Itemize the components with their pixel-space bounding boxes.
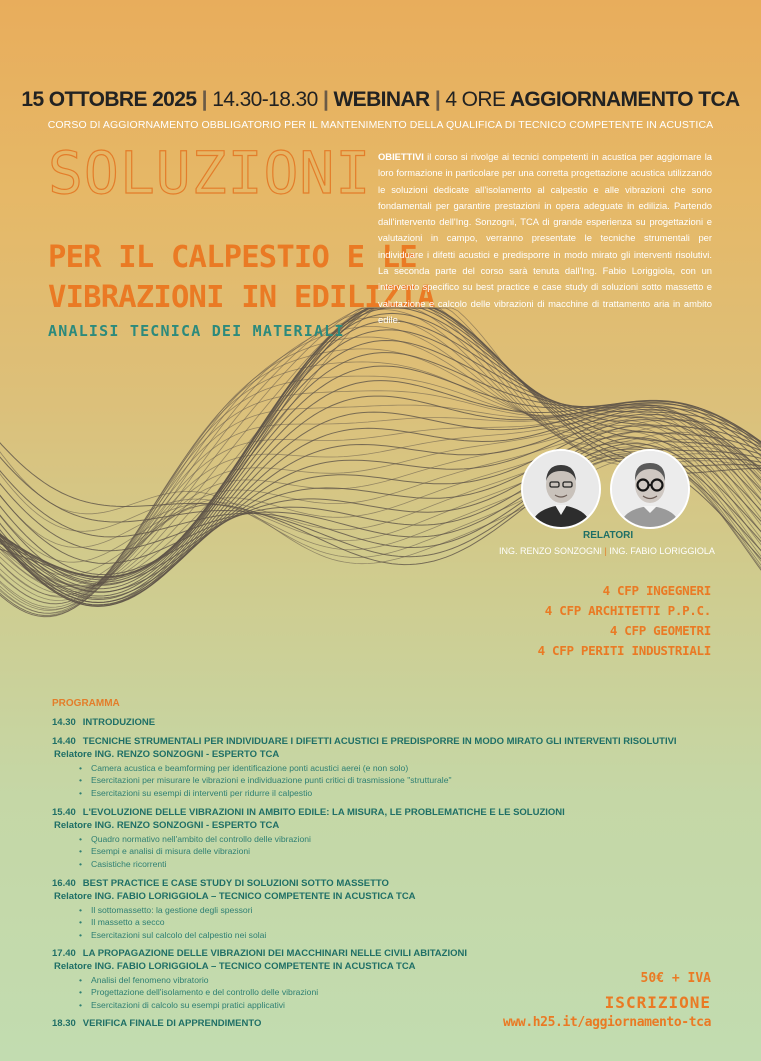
event-hours: 4 ORE [445, 88, 506, 111]
slot-topics [52, 833, 702, 870]
event-subtitle: CORSO DI AGGIORNAMENTO OBBLIGATORIO PER IL MANTENIMENTO DELLA QUALIFICA DI TECNICO COMPETENTE IN ACUSTICA [47, 119, 714, 131]
title-subtitle: ANALISI TECNICA DEI MATERIALI [48, 322, 345, 340]
cfp-item: 4 CFP PERITI INDUSTRIALI [537, 643, 711, 658]
avatar-speaker-2 [610, 449, 690, 529]
slot-title: TECNICHE STRUMENTALI PER INDIVIDUARE I DIFETTI ACUSTICI E PREDISPORRE IN MODO MIRATO GLI INTERVENTI RISOLUTIVI [82, 736, 677, 747]
speaker-name-1: ING. RENZO SONZOGNI [499, 546, 603, 556]
slot-title: BEST PRACTICE E CASE STUDY DI SOLUZIONI SOTTO MASSETTO [82, 878, 389, 889]
cfp-item: 4 CFP ARCHITETTI P.P.C. [544, 603, 711, 618]
slot-speaker: Relatore ING. FABIO LORIGGIOLA – TECNICO COMPETENTE IN ACUSTICA TCA [54, 891, 416, 902]
slot-time: 15.40 [52, 807, 76, 818]
event-course: AGGIORNAMENTO TCA [509, 88, 740, 111]
topic-item: • Camera acustica e beamforming per identificazione ponti acustici aerei (e non solo) [92, 762, 702, 774]
event-header: 15 OTTOBRE 2025 | 14.30-18.30 | WEBINAR | 4 ORE AGGIORNAMENTO TCA [21, 88, 740, 111]
objectives-text [378, 149, 712, 328]
wave-line [0, 308, 761, 580]
slot-title: VERIFICA FINALE DI APPRENDIMENTO [82, 1018, 262, 1029]
slot-topics [52, 904, 702, 941]
topic-item: • Il sottomassetto: la gestione degli spessori [92, 904, 702, 916]
topic-item: • Analisi del fenomeno vibratorio [92, 974, 702, 986]
price-label: 50€ + IVA [640, 971, 711, 986]
registration-link[interactable]: www.h25.it/aggiornamento-tca [503, 1015, 711, 1030]
topic-item: • Casistiche ricorrenti [92, 858, 702, 870]
slot-time: 17.40 [52, 948, 76, 959]
cfp-credits [538, 581, 711, 661]
topic-item: • Progettazione dell'isolamento e del controllo delle vibrazioni [92, 986, 702, 998]
programme-slot [52, 878, 702, 941]
person-photo-icon [612, 451, 688, 527]
objectives-label: OBIETTIVI [378, 151, 424, 162]
slot-topics [52, 762, 702, 799]
wave-line [0, 308, 761, 578]
programme-slot [52, 736, 702, 799]
speaker-name-2: ING. FABIO LORIGGIOLA [609, 546, 715, 556]
objectives-body: il corso si rivolge ai tecnici competenti in acustica per aggiornare la loro formazione in particolare per una corretta progettazione acustica utilizzando le soluzioni dedicate all'isolamento al calpestio e alle vibrazioni che sono fondamentali per garantire prestazioni in opera adeguate in edilizia. Partendo dall'intervento dell'Ing. Sonzogni, TCA di grande esperienza su progettazioni e valutazioni in campo, verranno presentate le tecniche strumentali per individuare i difetti acustici e predisporre in modo mirato gli interventi risolutivi. La seconda parte del corso sarà tenuta dall'Ing. Fabio Loriggiola, con un intervento specifico su best practice e case study di soluzioni sotto massetto e valutazione e calcolo delle vibrazioni di macchine di trattamento aria in ambito edile. [378, 151, 713, 325]
topic-item: • Esercitazioni per misurare le vibrazioni e individuazione punti critici di trasmissione "strutturale" [92, 774, 702, 786]
slot-time: 14.40 [52, 736, 76, 747]
programme-slot [52, 807, 702, 870]
cfp-item: 4 CFP INGEGNERI [602, 583, 711, 598]
topic-item: • Quadro normativo nell'ambito del controllo delle vibrazioni [92, 833, 702, 845]
topic-item: • Il massetto a secco [92, 916, 702, 928]
slot-speaker: Relatore ING. RENZO SONZOGNI - ESPERTO TCA [54, 749, 280, 760]
title-line-2: VIBRAZIONI IN EDILIZIA [48, 280, 435, 315]
slot-speaker: Relatore ING. FABIO LORIGGIOLA – TECNICO COMPETENTE IN ACUSTICA TCA [54, 961, 416, 972]
event-date: 15 OTTOBRE 2025 [21, 88, 197, 111]
avatar-speaker-1 [521, 449, 601, 529]
slot-title: INTRODUZIONE [82, 717, 156, 728]
slot-speaker: Relatore ING. RENZO SONZOGNI - ESPERTO TCA [54, 820, 280, 831]
event-format: WEBINAR [333, 88, 430, 111]
title-line-1: PER IL CALPESTIO E LE [48, 240, 417, 275]
slot-title: LA PROPAGAZIONE DELLE VIBRAZIONI DEI MACCHINARI NELLE CIVILI ABITAZIONI [82, 948, 468, 959]
topic-item: • Esercitazioni di calcolo su esempi pratici applicativi [92, 999, 702, 1011]
cfp-item: 4 CFP GEOMETRI [609, 623, 711, 638]
topic-item: • Esercitazioni su esempi di interventi per ridurre il calpestio [92, 787, 702, 799]
speakers-label: RELATORI [583, 530, 634, 541]
topic-item: • Esempi e analisi di misura delle vibrazioni [92, 845, 702, 857]
programme-label: PROGRAMMA [52, 698, 120, 709]
programme-slot [52, 717, 702, 728]
title-outline: SOLUZIONI [48, 139, 372, 207]
slot-time: 16.40 [52, 878, 76, 889]
topic-item: • Esercitazioni sul calcolo del calpestio nei solai [92, 929, 702, 941]
slot-time: 18.30 [52, 1018, 76, 1029]
registration-label[interactable]: ISCRIZIONE [604, 993, 711, 1012]
slot-title: L'EVOLUZIONE DELLE VIBRAZIONI IN AMBITO EDILE: LA MISURA, LE PROBLEMATICHE E LE SOLUZIONI [82, 807, 565, 818]
event-time: 14.30-18.30 [212, 88, 318, 111]
slot-time: 14.30 [52, 717, 76, 728]
speakers-names: ING. RENZO SONZOGNI | ING. FABIO LORIGGIOLA [499, 546, 715, 556]
person-photo-icon [523, 451, 599, 527]
